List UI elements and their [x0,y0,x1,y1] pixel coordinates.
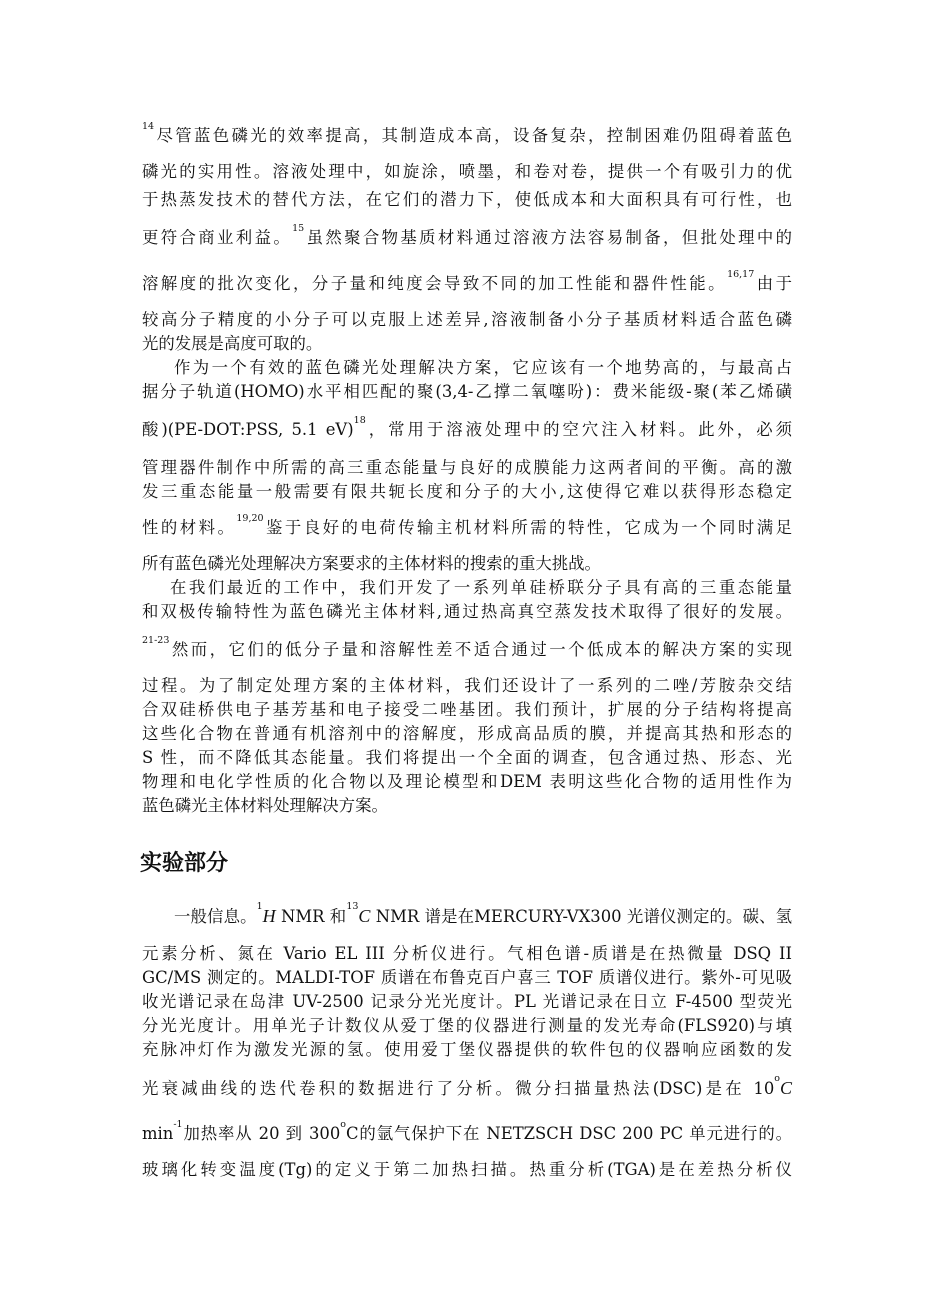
p4-line-7: 光衰减曲线的迭代卷积的数据进行了分析。微分扫描量热法(DSC)是在 10$^o$C [142,1073,792,1098]
p2-line-4: 管理器件制作中所需的高三重态能量与良好的成膜能力这两者间的平衡。高的激 [142,458,792,477]
p4-line-8: $\min^{-1}$加热率从 20 到 300$^o$C的氩气保护下在 NETZSCH DSC 200 PC 单元进行的。 [142,1119,792,1143]
p4-line-1: 一般信息。$^1$H NMR 和$^{13}$C NMR 谱是在MERCURY-VX300 光谱仪测定的。碳、氢 [174,901,793,926]
p3-line-4: 过程。为了制定处理方案的主体材料，我们还设计了一系列的二唑/芳胺杂交结 [142,676,792,695]
p1-line-3: 于热蒸发技术的替代方法，在它们的潜力下，使低成本和大面积具有可行性，也 [142,190,792,209]
p3-line-2: 和双极传输特性为蓝色磷光主体材料,通过热高真空蒸发技术取得了很好的发展。 [142,602,792,621]
citation-ref: 15 [292,223,305,234]
p4-line-2: 元素分析、氮在 Vario EL III 分析仪进行。气相色谱-质谱是在热微量 DSQ II [142,944,792,963]
p1-line-4: 更符合商业利益。$^{15}$虽然聚合物基质材料通过溶液方法容易制备，但批处理中的 [142,223,793,247]
citation-ref: 19,20 [236,513,264,524]
p3-line-9: 蓝色磷光主体材料处理解决方案。 [142,796,388,815]
p3-line-5: 合双硅桥供电子基芳基和电子接受二唑基团。我们预计，扩展的分子结构将提高 [142,700,792,719]
p3-line-3: $^{21-23}$然而，它们的低分子量和溶解性差不适合通过一个低成本的解决方案的实现 [142,635,792,659]
p2-line-1: 作为一个有效的蓝色磷光处理解决方案，它应该有一个地势高的，与最高占 [174,358,792,377]
citation-ref: 14 [142,121,155,132]
p4-line-3: GC/MS 测定的。MALDI-TOF 质谱在布鲁克百户喜三 TOF 质谱仪进行。紫外-可见吸 [142,968,792,987]
p4-line-9: 玻璃化转变温度(Tg)的定义于第二加热扫描。热重分析(TGA)是在差热分析仪 [142,1160,792,1179]
p3-line-8: 物理和电化学性质的化合物以及理论模型和DEM 表明这些化合物的适用性作为 [142,772,792,791]
p4-line-4: 收光谱记录在岛津 UV-2500 记录分光光度计。PL 光谱记录在日立 F-4500 型荧光 [142,992,792,1011]
p2-line-2: 据分子轨道(HOMO)水平相匹配的聚(3,4-乙撑二氧噻吩)：费米能级-聚(苯乙烯磺 [142,382,792,401]
section-heading: 实验部分 [140,851,229,876]
p3-line-7: S 性，而不降低其态能量。我们将提出一个全面的调查，包含通过热、形态、光 [142,748,792,767]
p4-line-5: 分光光度计。用单光子计数仪从爱丁堡的仪器进行测量的发光寿命(FLS920)与填 [142,1016,792,1035]
p1-line-2: 磷光的实用性。溶液处理中，如旋涂，喷墨，和卷对卷，提供一个有吸引力的优 [142,162,792,181]
p2-line-5: 发三重态能量一般需要有限共轭长度和分子的大小,这使得它难以获得形态稳定 [142,482,792,501]
p1-line-1: $^{14}$尽管蓝色磷光的效率提高，其制造成本高，设备复杂，控制困难仍阻碍着蓝色 [142,121,792,145]
citation-ref: 21-23 [142,635,170,646]
p3-line-1: 在我们最近的工作中，我们开发了一系列单硅桥联分子具有高的三重态能量 [170,578,792,597]
p1-line-5: 溶解度的批次变化，分子量和纯度会导致不同的加工性能和器件性能。$^{16,17}$由于 [142,269,793,293]
p1-line-6: 较高分子精度的小分子可以克服上述差异,溶液制备小分子基质材料适合蓝色磷 [142,310,792,329]
p4-line-6: 充脉冲灯作为激发光源的氢。使用爱丁堡仪器提供的软件包的仪器响应函数的发 [142,1040,792,1059]
p2-line-7: 所有蓝色磷光处理解决方案要求的主体材料的搜索的重大挑战。 [142,554,601,573]
citation-ref: 18 [353,415,366,426]
citation-ref: 16,17 [727,269,755,280]
p1-line-7: 光的发展是高度可取的。 [142,334,323,353]
p2-line-6: 性的材料。$^{19,20}$鉴于良好的电荷传输主机材料所需的特性，它成为一个同时满足 [142,513,793,537]
p2-line-3: 酸)(PE-DOT:PSS, 5.1 eV)$^{18}$，常用于溶液处理中的空穴注入材料。此外，必须 [142,415,793,439]
p3-line-6: 这些化合物在普通有机溶剂中的溶解度，形成高品质的膜，并提高其热和形态的 [142,724,792,743]
